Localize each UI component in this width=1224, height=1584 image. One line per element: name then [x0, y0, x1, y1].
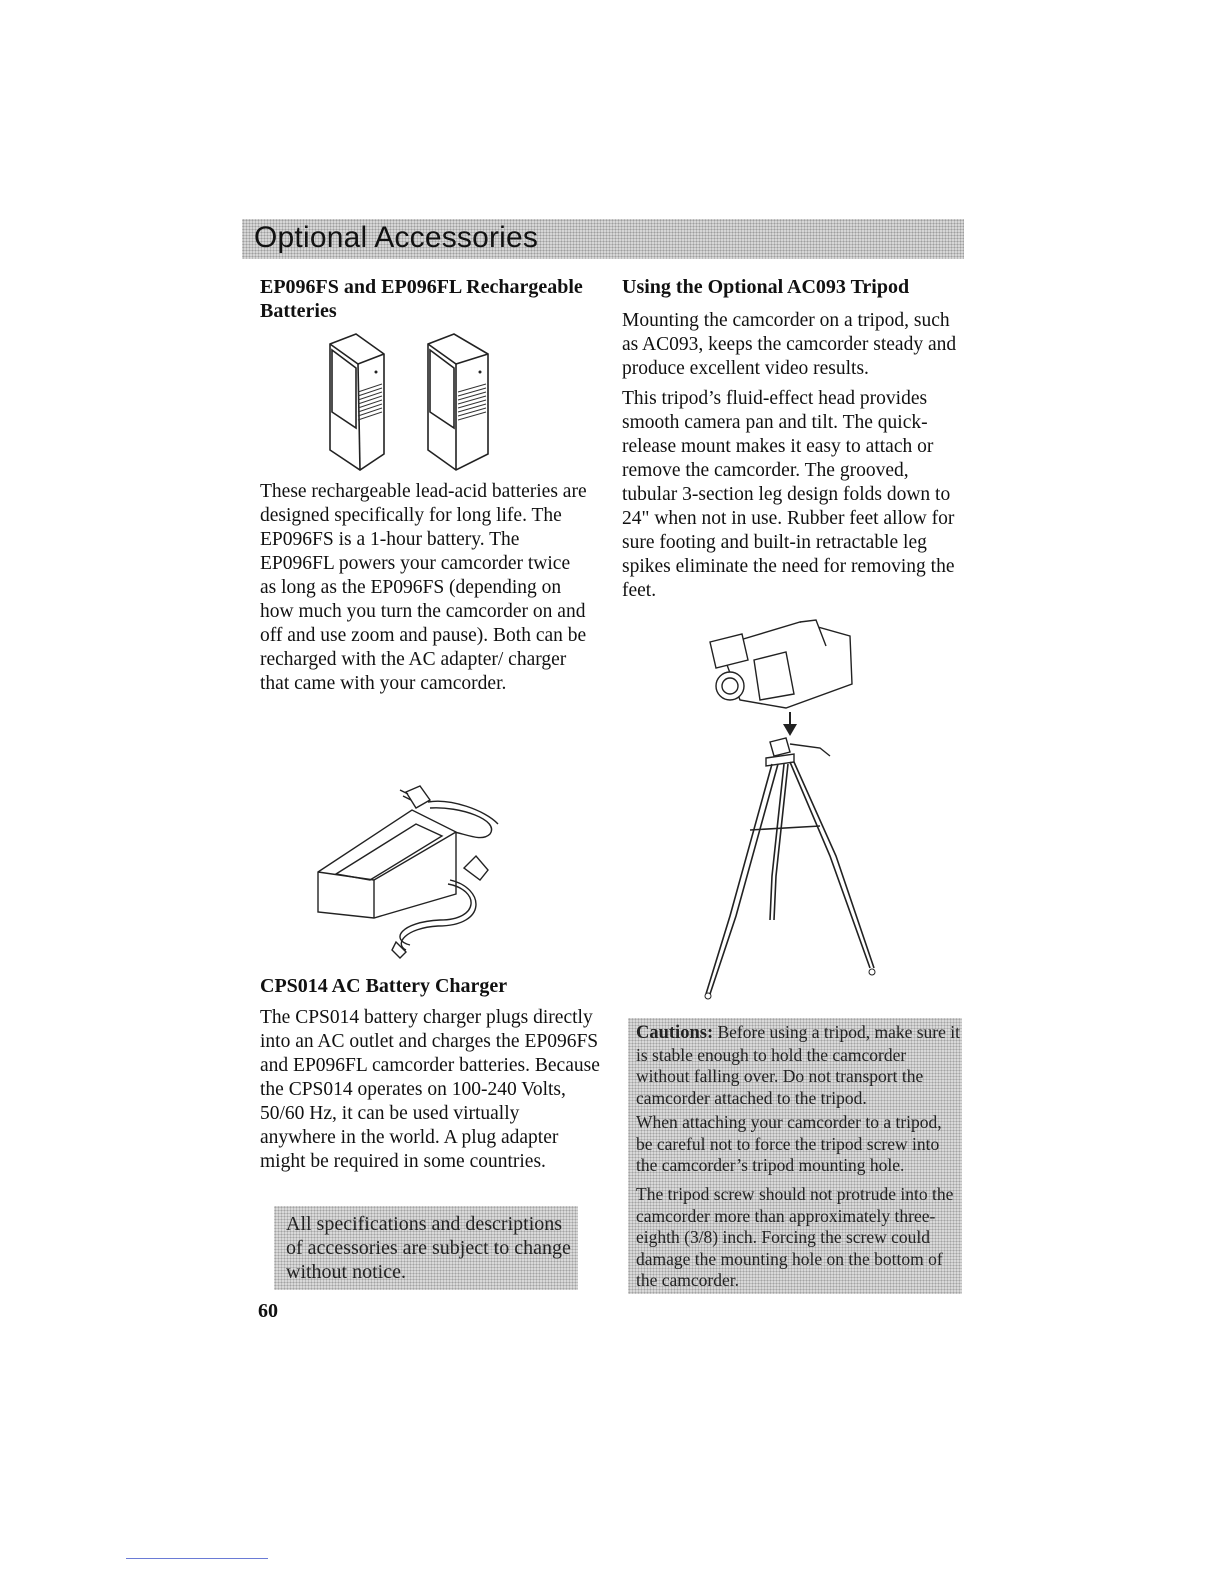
specifications-note [274, 1206, 578, 1290]
batteries-heading: EP096FS and EP096FL Rechargeable Batteries [260, 276, 583, 322]
tripod-description: This tripod’s fluid-effect head provides smooth camera pan and tilt. The quick-release mount makes it easy to attach or remove the camcorder. The grooved, tubular 3-section leg design folds down to 24" when not in use. Rubber feet allow for sure footing and built-in retractable leg spikes eliminate the need for removing the feet. [622, 388, 955, 601]
page-title: Optional Accessories [254, 221, 539, 254]
tripod-illustration [690, 616, 890, 1002]
tripod-intro: Mounting the camcorder on a tripod, such as AC093, keeps the camcorder steady and produce excellent video results. [622, 310, 957, 379]
charger-description: The CPS014 battery charger plugs directly into an AC outlet and charges the EP096FS and EP096FL camcorder batteries. Because the CPS014 operates on 100-240 Volts, 50/60 Hz, it can be used virtually anywhere in the world. A plug adapter might be required in some countries. [260, 1007, 600, 1172]
footer-rule [126, 1558, 268, 1559]
cautions-label: Cautions: [636, 1023, 714, 1043]
cautions-text-1: Before using a tripod, make sure it is stable enough to hold the camcorder without falling over. Do not transport the camcorder attached to the tripod. [636, 1022, 960, 1108]
battery-illustration [320, 332, 500, 474]
cautions-paragraph-3: The tripod screw should not protrude into the camcorder more than approximately three-eighth (3/8) inch. Forcing the screw could damage the mounting hole on the bottom of the camcorder. [636, 1184, 954, 1290]
page-number: 60 [258, 1300, 278, 1322]
cautions-paragraph-2: When attaching your camcorder to a tripod, be careful not to force the tripod screw into the camcorder’s tripod mounting hole. [636, 1112, 942, 1175]
section-banner [242, 219, 964, 259]
cautions-paragraph-1 [636, 1022, 962, 1109]
charger-heading: CPS014 AC Battery Charger [260, 975, 508, 997]
charger-illustration [310, 780, 510, 960]
specifications-note-text: All specifications and descriptions of accessories are subject to change without notice. [286, 1213, 571, 1283]
tripod-heading: Using the Optional AC093 Tripod [622, 276, 910, 298]
cautions-box [628, 1018, 962, 1294]
batteries-description: These rechargeable lead-acid batteries are designed specifically for long life. The EP096FS is a 1-hour battery. The EP096FL powers your camcorder twice as long as the EP096FS (depending on how much you turn the camcorder on and off and use zoom and pause). Both can be recharged with the AC adapter/ charger that came with your camcorder. [260, 481, 587, 694]
